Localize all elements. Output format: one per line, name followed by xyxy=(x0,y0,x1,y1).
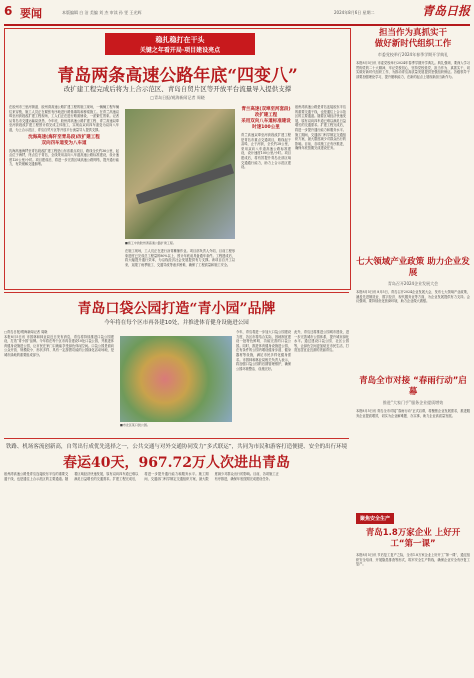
sidebar-text-1: 本报8月5日讯 市委党校举行2024年春季学期开学典礼。典礼强调，要深入学习贯彻党的二十大精神，牢记党校初心，坚持党校姓党，担当作为、真抓实干，切实做好新时代组织工作，为推动青岛高质量发展提供坚强组织保证。各级领导干部要加强理论学习，提升履职能力，在新的起点上展现新担当新作为。 xyxy=(356,61,470,79)
page-number: 6 xyxy=(4,4,13,18)
park-headline: 青岛口袋公园打造“青小园”品牌 xyxy=(77,301,276,317)
spring-travel-body: 胶州湾高速公路是青岛连接胶东半岛的重要交通干线，也是通往上合示范区的主要通道。随着区域经济快速发展，原有双向四车道已难以满足日益增长的交通需求。扩建工程完成后，将进一步提升通行能力和服务水平。施工期间，交通部门科学制定交通组织方案，最大限度减少对群众出行的影响。目前，各项施工正有序推进，确保年底按期完成建设任务。 xyxy=(4,472,279,481)
park-byline: □青岛日报/观海新闻记者 周晓 xyxy=(4,330,48,334)
lead-col1-text: 在胶州市三里河街道、胶州湾高速公路扩建工程的施工现场，一辆辆工程车辆往来穿梭，施工人员正在紧张有序地进行路基填筑和桥梁施工。在青兰高速双埠至河套段改扩建工程现场，工人们正在进行路面铺设，一派繁忙景象。记者从青岛市交通运输局获悉，今年底，胶州湾高速公路扩建工程、青兰高速双埠至河套段改扩建工程预计将完成主体施工，实现由双向四车道变为双向八车道，为上合示范区、青岛自贸片区等开放平台流量导入提供支撑。 xyxy=(9,105,119,132)
park-col1-text: 本报8月5日讯 市园林和林业局近日发布消息，青岛将持续推进口袋公园建设，打造“青小园”品牌。今年将在每个区市再各建设10处口袋公园，并推进体育健身设施进公园，让市民在家门口就能享受绿色休闲空间。口袋公园是面向公众开放、规模较小、形状多样、具有一定游憩功能的公园绿化活动场地，是城市绿地的重要组成部分。 xyxy=(4,334,114,357)
right-sidebar xyxy=(356,28,470,633)
lead-column-2: 在施工现场，工人们正在进行沥青摊铺作业。项目部负责人介绍，目前工程形象进度已完成总工程量的80%以上，预计年底前具备通车条件。工程建成后，将大幅提升通行效率，为沿线经济社会发展提供有力支撑。该项目自开工以来，克服了雨季施工、交通导改等诸多困难，确保了工程质量和施工安全。 xyxy=(125,249,235,267)
lead-column-1 xyxy=(9,105,119,285)
sidebar-text-2: 本报8月5日讯 8月5日，青岛召开2024企业发展大会，发布七大领域产业政策，涵盖先进制造业、数字经济、现代服务业等方面，为企业发展提供有力支持。会议强调，要持续优化营商环境，助力企业做大做强。 xyxy=(356,290,470,304)
highway-photo xyxy=(125,109,235,239)
lead-col1-subhead: 沈海高速(海阡至青岛段)改扩建工程 双向四车道变为八车道 xyxy=(28,134,100,146)
page-header xyxy=(4,2,470,26)
lead-byline: □青岛日报/观海新闻记者 周晓 xyxy=(150,95,205,100)
banner-subtitle: 关键之年看开局·项目建设亮点 xyxy=(139,47,221,54)
lead-col3-subhead: 青兰高速(双埠至河套段)改扩建工程 采用双向八车道标准建设时速100公里 xyxy=(241,107,291,130)
sidebar-headline-4: 青岛1.8万家企业 上好开工“第一课” xyxy=(365,528,461,549)
section-divider-1 xyxy=(4,292,349,293)
sidebar-subhead-3: 推进“大家门手”服务企业提质增效 xyxy=(382,400,444,405)
story-banner xyxy=(105,33,255,55)
sidebar-headline-3: 青岛全市对接 “春雨行动”启幕 xyxy=(359,376,467,397)
section-divider-2 xyxy=(4,438,349,439)
highway-photo-caption: ■施工中的胶州湾高速公路扩建工程。 xyxy=(125,241,176,245)
lead-col3-text: 青兰高速双埠至河套段改扩建工程是青岛市重点交通项目，路线起于双埠，止于河套，全长约28公里，采用双向八车道高速公路标准建设，设计速度100公里/小时。项目建成后，将有效提升青岛北部区域交通通行能力，助力上合示范区建设。 xyxy=(241,133,291,170)
sidebar-subhead-2: 青岛召开2024企业发展大会 xyxy=(387,281,439,286)
park-column-3: 今年，青岛将进一步加大口袋公园建设力度，各区市将结合实际，因地制宜建设一批特色鲜明、功能完善的口袋公园。同时，推进体育健身设施进公园，在有条件的公园内增设健身步道、健身器材等设施，满足市民多样化健身需求。市园林和林业局相关负责人表示，将加强口袋公园的后期管理维护，确保公园环境整洁、设施完好。 xyxy=(236,330,291,371)
lead-headline: 青岛两条高速公路年底“四变八” xyxy=(57,66,298,86)
lead-subhead: 改扩建工程完成后将为上合示范区、青岛自贸片区等开放平台流量导入提供支撑 xyxy=(63,85,292,93)
lead-story-box xyxy=(4,28,351,290)
sidebar-subhead-1: 市委党校举行2024年春季学期开学典礼 xyxy=(377,52,449,57)
lead-column-4: 胶州湾高速公路是青岛连接胶东半岛的重要交通干线，也是通往上合示范区的主要通道。随着区域经济快速发展，原有双向四车道已难以满足日益增长的交通需求。扩建工程完成后，将进一步提升通行能力和服务水平。施工期间，交通部门科学制定交通组织方案，最大限度减少对群众出行的影响。目前，各项施工正有序推进，确保年底按期完成建设任务。 xyxy=(295,105,346,151)
pocket-park-caption: ■市北区某口袋公园。 xyxy=(120,423,150,427)
sidebar-headline-1: 担当作为真抓实干 做好新时代组织工作 xyxy=(374,28,452,49)
park-column-4: 此外，青岛还将推进公园城市建设，进一步完善城市公园体系，提升城市绿化水平。通过建设口袋公园、社区公园等，让绿色空间更加贴近市民生活，打造宜居宜业宜游的美丽青岛。 xyxy=(294,330,349,353)
spring-travel-topline: 铁路、机场客流创新高，自驾出行成优先选择之一，公共交通与对外交通协同发力“多式联运”，共同为市民和游客打造便捷、安全的出行环境 xyxy=(5,444,348,450)
pocket-park-photo xyxy=(120,336,232,422)
newspaper-logo: 青岛日报 xyxy=(421,4,470,18)
sidebar-headline-2: 七大领域产业政策 助力企业发展 xyxy=(356,257,470,278)
sidebar-text-3: 本报8月5日讯 青岛全市对接“春雨行动”正式启幕，将聚焦企业发展需求，推进服务企业提质增效，切实为企业解难题、办实事，助力企业高质量发展。 xyxy=(356,409,470,418)
issue-date: 2024年8月6日 星期二 xyxy=(334,10,375,15)
sidebar-text-4: 本报8月5日讯 节后复工复产之际，全市1.8万家企业上好开工“第一课”，通过组织安全培训、开展隐患排查等形式，筑牢安全生产防线，确保企业安全有序复工复产。 xyxy=(356,553,470,567)
editor-info: 本版编辑 白 洁 美编 刘 杰 审读 孙 雯 王光辉 xyxy=(62,10,142,15)
lead-column-3 xyxy=(241,105,291,285)
lead-col1-text2: 沈海高速海阡至青岛段改扩建工程是山东省重点项目，路线全长约36公里，起点位于海阡，终点位于青岛，全线采用双向八车道高速公路标准建设，设计速度120公里/小时。项目建成后，将进一步完善区域高速公路网络，提升通行能力，有效缓解交通拥堵。 xyxy=(9,148,119,167)
banner-title: 稳扎稳打在干头 xyxy=(155,36,205,44)
safety-tag: 聚焦安全生产 xyxy=(356,513,394,524)
section-name: 要闻 xyxy=(20,7,42,20)
spring-travel-headline: 春运40天，967.72万人次进出青岛 xyxy=(62,455,291,471)
park-subhead: 今年将在每个区市再各建10处，并推进体育健身设施进公园 xyxy=(104,320,249,326)
park-column-1 xyxy=(4,330,114,435)
